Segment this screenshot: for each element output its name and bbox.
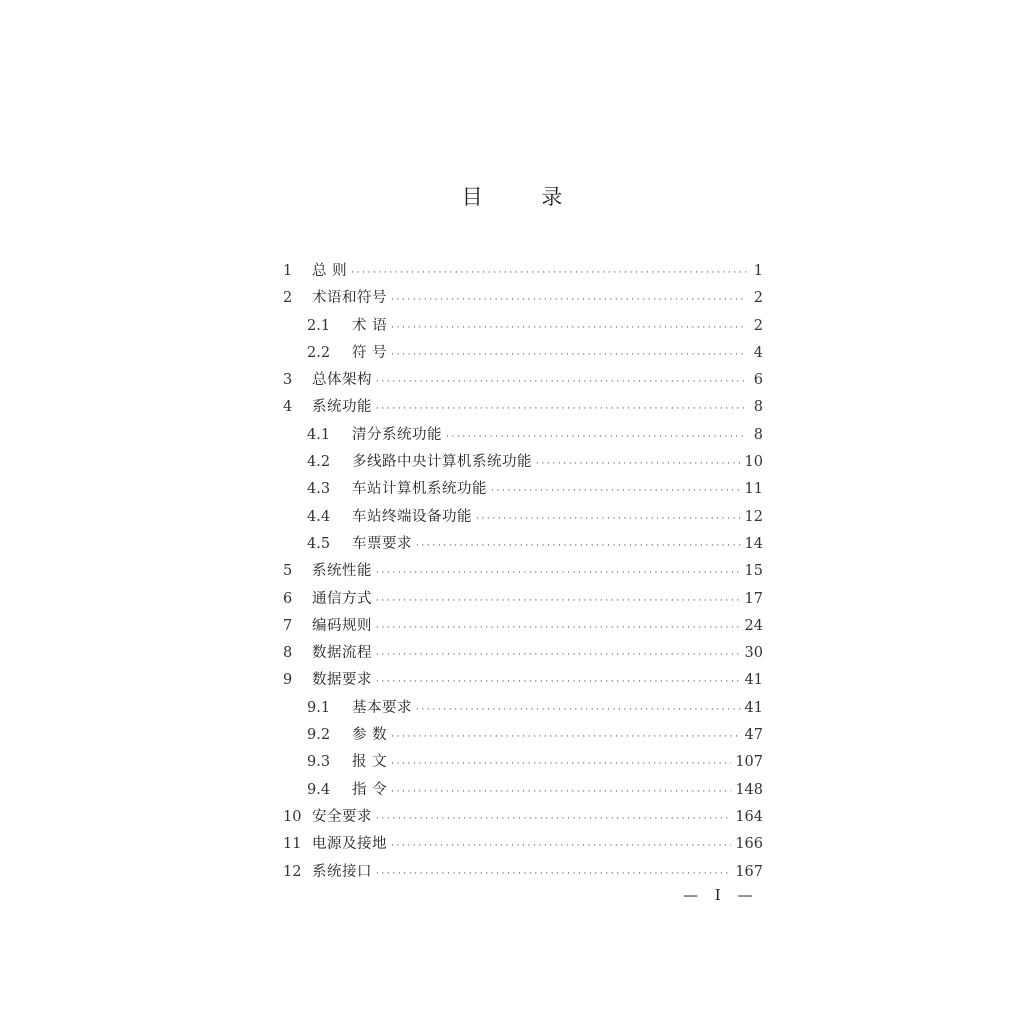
toc-entry-title: 电源及接地 — [312, 836, 387, 853]
toc-entry-number: 4.2 — [307, 454, 331, 471]
dot-leader — [416, 533, 741, 560]
toc-entry — [283, 749, 763, 776]
toc-entry — [283, 613, 763, 640]
toc-entry-title: 术语和符号 — [312, 290, 387, 307]
toc-entry-title: 系统功能 — [312, 399, 372, 416]
dot-leader — [391, 342, 747, 369]
toc-entry-number: 4.5 — [307, 535, 331, 552]
dot-leader — [391, 779, 731, 806]
toc-entry — [283, 640, 763, 667]
toc-entry-title: 参 数 — [352, 727, 388, 744]
toc-entry-page: 4 — [753, 344, 763, 361]
toc-entry-page: 1 — [753, 263, 763, 279]
page-title: 目 录 — [461, 185, 589, 209]
toc-entry-page: 15 — [744, 563, 763, 580]
toc-entry-page: 167 — [735, 863, 763, 880]
toc-entry-number: 2.1 — [307, 317, 331, 334]
toc-entry-page: 11 — [744, 481, 763, 498]
table-of-contents — [283, 258, 763, 886]
dot-leader — [391, 833, 731, 860]
toc-entry-page: 166 — [735, 836, 763, 853]
toc-entry — [283, 422, 763, 449]
toc-entry-number: 9.4 — [307, 781, 331, 798]
toc-entry-title: 数据流程 — [312, 645, 372, 662]
toc-entry-number: 4.3 — [307, 481, 331, 498]
toc-entry-number: 4.1 — [307, 426, 331, 443]
dot-leader — [376, 396, 747, 423]
toc-entry-page: 148 — [735, 781, 763, 798]
dot-leader — [391, 315, 747, 342]
toc-entry-title: 多线路中央计算机系统功能 — [352, 454, 532, 471]
toc-entry-number: 9 — [283, 672, 293, 689]
toc-entry-title: 指 令 — [352, 781, 388, 798]
toc-entry-title: 系统接口 — [312, 863, 372, 880]
toc-entry-number: 9.1 — [307, 699, 331, 716]
dot-leader — [446, 424, 747, 451]
toc-entry-title: 总体架构 — [312, 372, 372, 389]
toc-entry — [283, 859, 763, 886]
toc-entry — [283, 476, 763, 503]
dot-leader — [536, 451, 741, 478]
toc-entry-page: 17 — [744, 590, 763, 607]
toc-entry-page: 30 — [744, 645, 763, 662]
toc-entry-page: 10 — [744, 454, 763, 471]
toc-entry-number: 5 — [283, 563, 293, 580]
dot-leader — [391, 751, 731, 778]
dot-leader — [416, 697, 741, 724]
toc-entry — [283, 285, 763, 312]
toc-entry — [283, 586, 763, 613]
page-number: — I — — [683, 886, 759, 904]
toc-entry-title: 符 号 — [352, 344, 388, 361]
toc-entry — [283, 695, 763, 722]
toc-entry-page: 14 — [744, 535, 763, 552]
toc-entry — [283, 340, 763, 367]
toc-entry-number: 9.3 — [307, 754, 331, 771]
toc-entry-title: 术 语 — [352, 317, 388, 334]
toc-entry-page: 41 — [744, 672, 763, 689]
toc-entry — [283, 531, 763, 558]
toc-entry-title: 系统性能 — [312, 563, 372, 580]
toc-entry-page: 6 — [753, 372, 763, 389]
toc-entry — [283, 722, 763, 749]
toc-entry — [283, 558, 763, 585]
toc-entry-page: 41 — [744, 699, 763, 716]
toc-entry-number: 2 — [283, 290, 293, 307]
toc-entry — [283, 777, 763, 804]
toc-entry-page: 24 — [744, 617, 763, 634]
dot-leader — [376, 642, 741, 669]
dot-leader — [491, 478, 741, 505]
toc-entry — [283, 504, 763, 531]
toc-entry-number: 4 — [283, 399, 293, 416]
toc-entry-number: 6 — [283, 590, 293, 607]
toc-entry-page: 8 — [753, 426, 763, 443]
dot-leader — [376, 806, 731, 833]
toc-entry-number: 12 — [283, 863, 302, 880]
dot-leader — [391, 287, 747, 314]
toc-entry-title: 总 则 — [312, 263, 348, 279]
toc-entry-title: 清分系统功能 — [352, 426, 442, 443]
dot-leader — [476, 506, 741, 533]
toc-entry-number: 10 — [283, 808, 302, 825]
toc-entry-title: 基本要求 — [352, 699, 412, 716]
toc-entry-title: 数据要求 — [312, 672, 372, 689]
toc-entry — [283, 804, 763, 831]
toc-entry-number: 4.4 — [307, 508, 331, 525]
toc-entry-page: 107 — [735, 754, 763, 771]
toc-entry-title: 车票要求 — [352, 535, 412, 552]
dot-leader — [376, 369, 747, 396]
toc-entry — [283, 313, 763, 340]
toc-entry-page: 8 — [753, 399, 763, 416]
toc-entry-number: 2.2 — [307, 344, 331, 361]
toc-entry — [283, 449, 763, 476]
toc-entry-number: 1 — [283, 263, 293, 279]
toc-entry-number: 11 — [283, 836, 302, 853]
toc-entry-number: 3 — [283, 372, 293, 389]
toc-entry-number: 9.2 — [307, 727, 331, 744]
dot-leader — [376, 669, 741, 696]
toc-entry-title: 编码规则 — [312, 617, 372, 634]
toc-entry-title: 报 文 — [352, 754, 388, 771]
toc-entry — [283, 831, 763, 858]
dot-leader — [391, 724, 740, 751]
toc-entry-page: 47 — [744, 727, 763, 744]
toc-entry-page: 12 — [744, 508, 763, 525]
toc-entry — [283, 667, 763, 694]
toc-entry-title: 车站计算机系统功能 — [352, 481, 487, 498]
toc-entry-title: 通信方式 — [312, 590, 372, 607]
dot-leader — [376, 861, 731, 888]
dot-leader — [376, 560, 741, 587]
toc-entry — [283, 394, 763, 421]
dot-leader — [376, 615, 741, 642]
toc-entry-number: 8 — [283, 645, 293, 662]
dot-leader — [351, 260, 747, 287]
toc-entry-title: 安全要求 — [312, 808, 372, 825]
toc-entry-page: 2 — [753, 317, 763, 334]
toc-entry-title: 车站终端设备功能 — [352, 508, 472, 525]
toc-entry — [283, 258, 763, 285]
toc-entry-page: 164 — [735, 808, 763, 825]
toc-entry-page: 2 — [753, 290, 763, 307]
toc-entry — [283, 367, 763, 394]
toc-entry-number: 7 — [283, 617, 293, 634]
dot-leader — [376, 588, 741, 615]
